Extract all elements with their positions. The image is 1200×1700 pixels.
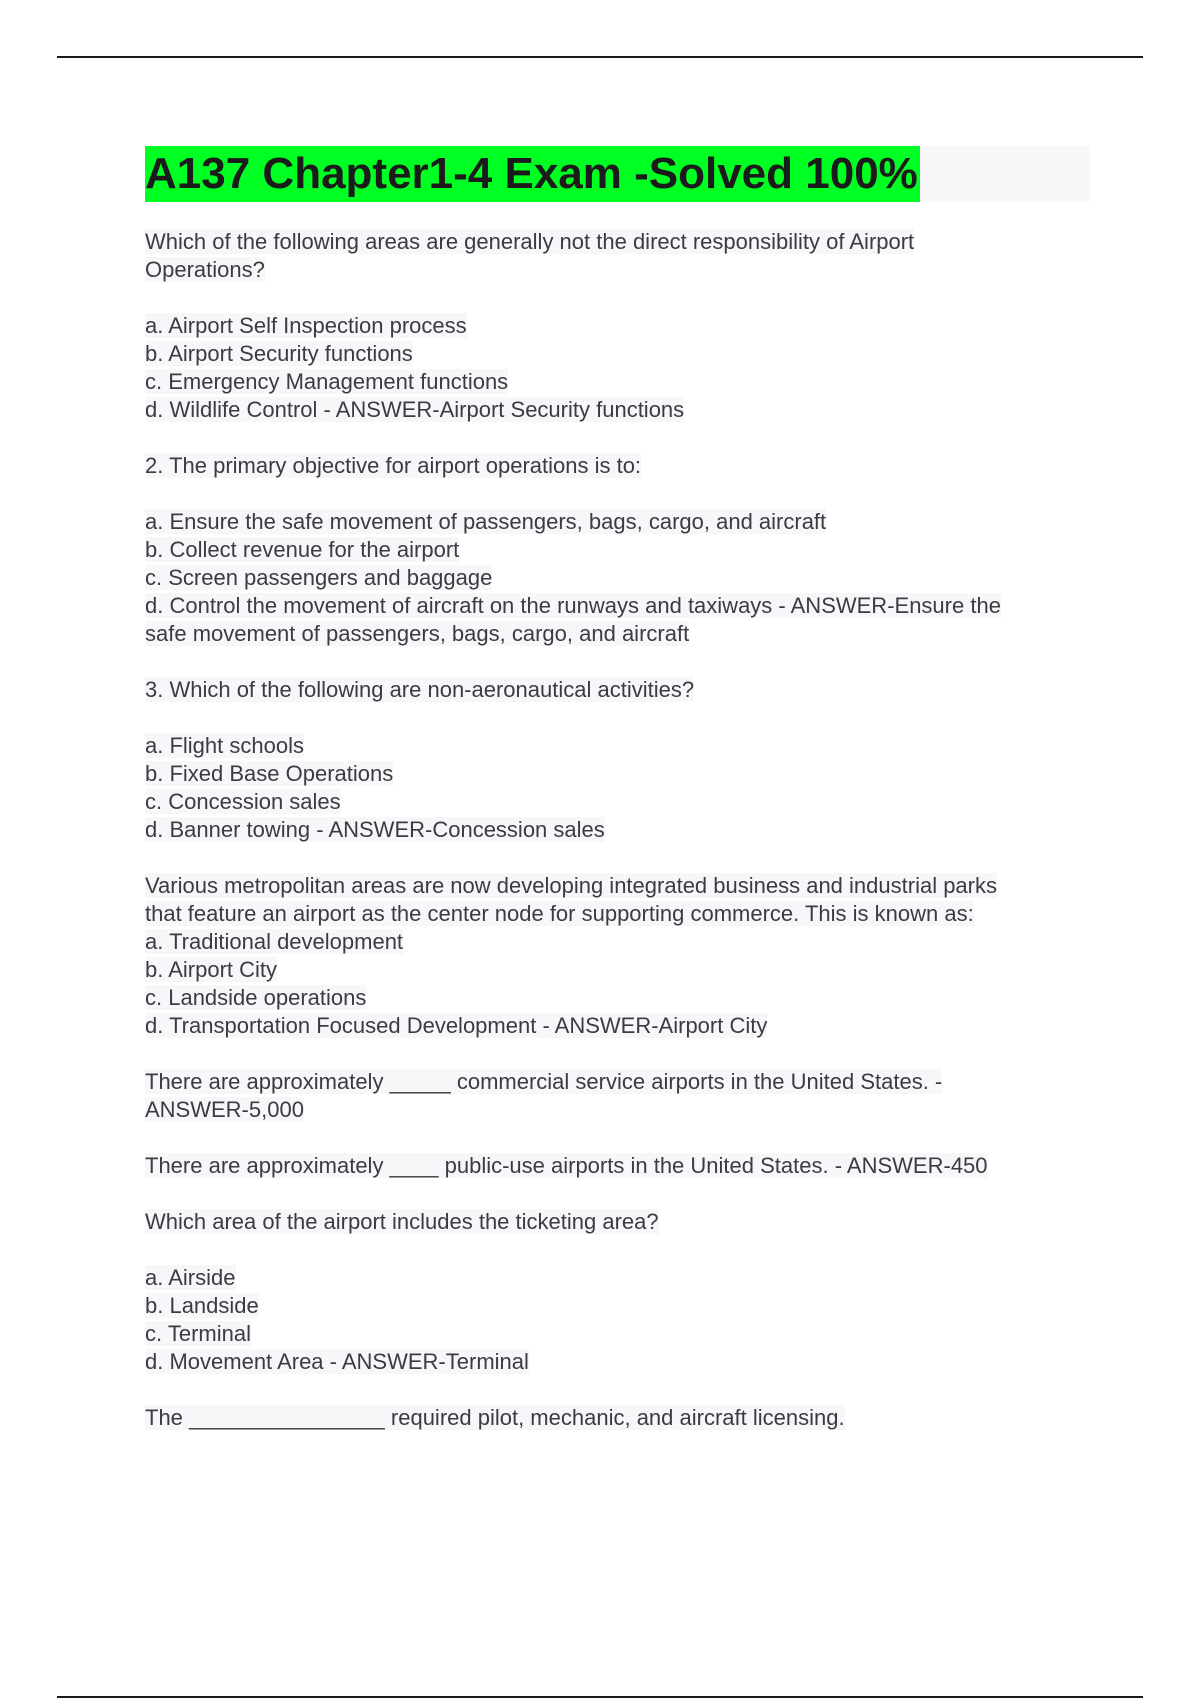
- option-c: c. Screen passengers and baggage: [145, 565, 493, 590]
- top-rule: [57, 56, 1143, 58]
- option-b: b. Landside: [145, 1293, 259, 1318]
- question-2-options: [145, 508, 1090, 648]
- question-7: [145, 1208, 1090, 1236]
- option-c: c. Terminal: [145, 1321, 251, 1346]
- option-d-answer: d. Transportation Focused Development - ANSWER-Airport City: [145, 1013, 768, 1038]
- question-4: [145, 872, 1090, 1040]
- page-title: A137 Chapter1-4 Exam -Solved 100%: [145, 146, 920, 202]
- option-d-answer: d. Movement Area - ANSWER-Terminal: [145, 1349, 529, 1374]
- option-b: b. Fixed Base Operations: [145, 761, 394, 786]
- option-b: b. Collect revenue for the airport: [145, 537, 460, 562]
- question-text: Operations?: [145, 257, 265, 282]
- bottom-rule: [57, 1696, 1143, 1698]
- title-bar: [145, 146, 1090, 202]
- question-text: 3. Which of the following are non-aeronautical activities?: [145, 677, 695, 702]
- question-text: There are approximately _____ commercial service airports in the United States. -: [145, 1069, 943, 1094]
- option-a: a. Airside: [145, 1265, 236, 1290]
- question-3: [145, 676, 1090, 704]
- question-text: 2. The primary objective for airport operations is to:: [145, 453, 642, 478]
- option-b: b. Airport Security functions: [145, 341, 413, 366]
- question-text: Which area of the airport includes the ticketing area?: [145, 1209, 659, 1234]
- question-2: [145, 452, 1090, 480]
- document-body: [145, 146, 1090, 1460]
- question-8: [145, 1404, 1090, 1432]
- question-text: There are approximately ____ public-use airports in the United States. - ANSWER-450: [145, 1153, 988, 1178]
- question-1-options: [145, 312, 1090, 424]
- question-6: [145, 1152, 1090, 1180]
- option-c: c. Concession sales: [145, 789, 341, 814]
- option-d-answer: d. Control the movement of aircraft on the runways and taxiways - ANSWER-Ensure the: [145, 593, 1001, 618]
- option-a: a. Traditional development: [145, 929, 404, 954]
- question-1: [145, 228, 1090, 284]
- option-a: a. Flight schools: [145, 733, 304, 758]
- question-text: Various metropolitan areas are now developing integrated business and industrial parks: [145, 873, 997, 898]
- question-3-options: [145, 732, 1090, 844]
- option-b: b. Airport City: [145, 957, 278, 982]
- question-text: The ________________ required pilot, mechanic, and aircraft licensing.: [145, 1405, 845, 1430]
- answer-continued: safe movement of passengers, bags, cargo, and aircraft: [145, 621, 690, 646]
- question-text: that feature an airport as the center node for supporting commerce. This is known as:: [145, 901, 974, 926]
- question-5: [145, 1068, 1090, 1124]
- option-d-answer: d. Banner towing - ANSWER-Concession sales: [145, 817, 605, 842]
- option-d-answer: d. Wildlife Control - ANSWER-Airport Security functions: [145, 397, 685, 422]
- answer-text: ANSWER-5,000: [145, 1097, 304, 1122]
- option-c: c. Landside operations: [145, 985, 367, 1010]
- option-a: a. Ensure the safe movement of passengers, bags, cargo, and aircraft: [145, 509, 827, 534]
- question-7-options: [145, 1264, 1090, 1376]
- option-a: a. Airport Self Inspection process: [145, 313, 467, 338]
- question-text: Which of the following areas are generally not the direct responsibility of Airport: [145, 229, 915, 254]
- option-c: c. Emergency Management functions: [145, 369, 509, 394]
